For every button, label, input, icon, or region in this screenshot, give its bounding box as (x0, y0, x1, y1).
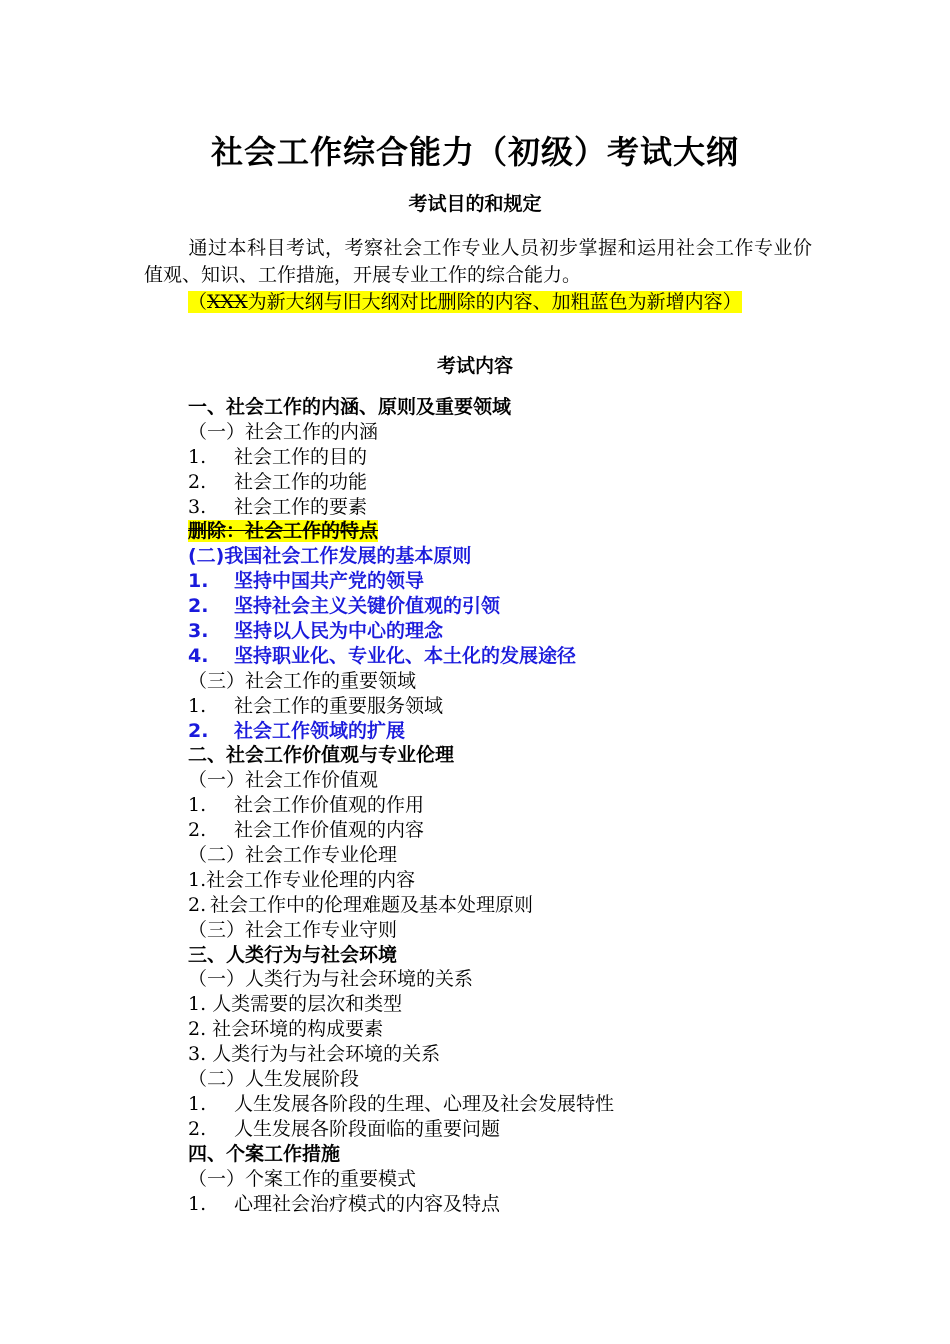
item-number: 1. (188, 694, 207, 717)
outline-added-item (188, 594, 828, 619)
item-text: 坚持中国共产党的领导 (234, 570, 425, 593)
outline-item (188, 445, 828, 470)
item-number: 2. (188, 1117, 207, 1140)
outline-item (188, 1117, 828, 1142)
outline-item: 1.社会工作专业伦理的内容 (188, 868, 416, 891)
item-number: 2. (188, 595, 209, 618)
outline-item (188, 495, 828, 520)
item-number: 4. (188, 644, 209, 667)
item-text: 社会工作的功能 (234, 470, 368, 493)
outline-deleted-item (188, 519, 828, 544)
outline-item (188, 1092, 828, 1117)
outline-item (188, 793, 828, 818)
item-text: 坚持社会主义关键价值观的引领 (234, 595, 501, 618)
item-text: 社会工作价值观的内容 (234, 819, 425, 842)
item-text: 社会工作价值观的作用 (234, 794, 425, 817)
outline-added-item (188, 644, 828, 669)
item-number: 1. (188, 794, 207, 817)
item-number: 1. (188, 570, 209, 593)
legend-open-paren: （ (188, 291, 208, 313)
outline-item (188, 694, 828, 719)
outline-heading: 二、社会工作价值观与专业伦理 (188, 744, 455, 767)
item-number: 1. (188, 1092, 207, 1115)
legend-struck-sample: XXX (207, 291, 248, 313)
legend-note (144, 289, 812, 316)
item-text: 社会工作领域的扩展 (234, 719, 406, 742)
outline-added-subheading: (二)我国社会工作发展的基本原则 (188, 545, 472, 568)
item-number: 2. (188, 719, 209, 742)
outline-subheading: （二）社会工作专业伦理 (188, 844, 398, 867)
item-text: 心理社会治疗模式的内容及特点 (234, 1192, 501, 1215)
outline-heading: 一、社会工作的内涵、原则及重要领域 (188, 396, 512, 418)
outline-subheading: （一）个案工作的重要模式 (188, 1167, 417, 1190)
purpose-text: 通过本科目考试，考察社会工作专业人员初步掌握和运用社会工作专业价值观、知识、工作措施，开展专业工作的综合能力。 (144, 237, 812, 286)
outline-heading: 三、人类行为与社会环境 (188, 943, 398, 966)
outline-item (188, 893, 828, 918)
outline-subheading: （一）社会工作的内涵 (188, 420, 379, 443)
item-text: 社会工作中的伦理难题及基本处理原则 (210, 893, 534, 916)
outline-added-item (188, 569, 828, 594)
outline-subheading: （一）社会工作价值观 (188, 769, 379, 792)
item-number: 3. (188, 495, 207, 518)
item-text: 社会工作的要素 (234, 495, 368, 518)
legend-highlight (188, 291, 742, 313)
outline-item (188, 818, 828, 843)
outline-subheading: （三）社会工作的重要领域 (188, 669, 417, 692)
item-text: 坚持职业化、专业化、本土化的发展途径 (234, 644, 577, 667)
item-number: 2. (188, 470, 207, 493)
item-text: 人生发展各阶段的生理、心理及社会发展特性 (234, 1092, 615, 1115)
outline-added-item (188, 719, 828, 744)
deleted-text: 删除：社会工作的特点 (188, 520, 379, 543)
outline-item (188, 1192, 828, 1217)
item-text: 社会工作的重要服务领域 (234, 694, 444, 717)
item-number: 1. (188, 445, 207, 468)
outline-heading: 四、个案工作措施 (188, 1142, 341, 1165)
outline-subheading: （一）人类行为与社会环境的关系 (188, 968, 474, 991)
purpose-paragraph (144, 235, 812, 289)
outline-item: 2. 社会环境的构成要素 (188, 1018, 384, 1041)
outline-subheading: （二）人生发展阶段 (188, 1068, 360, 1091)
outline-item: 1. 人类需要的层次和类型 (188, 993, 403, 1016)
item-number: 3. (188, 620, 209, 643)
outline-item (188, 470, 828, 495)
section-heading-purpose: 考试目的和规定 (408, 193, 542, 215)
outline-list (188, 395, 828, 1216)
item-number: 2. (188, 819, 207, 842)
item-text: 社会工作的目的 (234, 445, 368, 468)
legend-text: 为新大纲与旧大纲对比删除的内容、加粗蓝色为新增内容） (247, 291, 742, 313)
item-number: 1. (188, 1192, 207, 1215)
outline-added-item (188, 619, 828, 644)
outline-subheading: （三）社会工作专业守则 (188, 918, 398, 941)
outline-item: 3. 人类行为与社会环境的关系 (188, 1043, 441, 1066)
document-title: 社会工作综合能力（初级）考试大纲 (210, 133, 739, 171)
item-text: 坚持以人民为中心的理念 (234, 620, 444, 643)
item-text: 人生发展各阶段面临的重要问题 (234, 1117, 501, 1140)
section-heading-content: 考试内容 (436, 355, 513, 377)
item-number: 2. (188, 893, 207, 916)
